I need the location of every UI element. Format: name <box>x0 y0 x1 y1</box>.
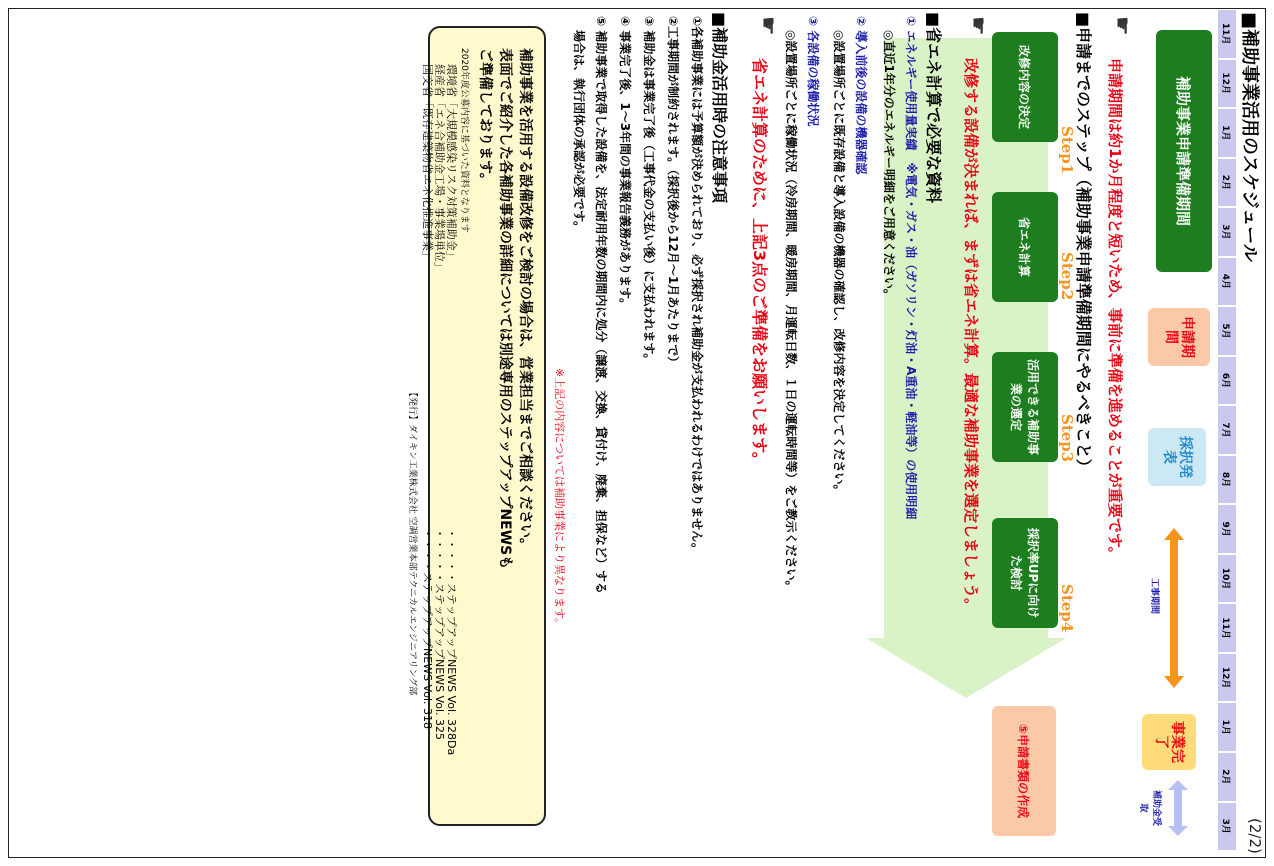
ref-right: ・・・・ステップアップNEWS Vol. 318 <box>421 528 434 729</box>
step4-label: Step4 <box>1058 584 1076 633</box>
step2-label: Step2 <box>1058 252 1076 301</box>
rotated-page <box>8 8 1266 858</box>
material-item-1-head: ① エネルギー使用量実績 ※電気・ガス・油（ガソリン・灯油・A重油・軽油等）の使用明細 <box>904 16 918 520</box>
month-cell: 8月 <box>1218 456 1236 504</box>
month-cell: 11月 <box>1218 604 1236 652</box>
footer: 【発行】ダイキン工業株式会社 空調営業本部テクニカルエンジニアリング部 <box>407 388 417 696</box>
note-item: ③ 補助金は事業完了後（工事代金の支払い後）に支払われます。 <box>642 16 656 366</box>
pointing-hand-icon: ☛ <box>1109 16 1134 36</box>
ref-right: ・・・・・ステップアップNEWS Vol. 325 <box>433 528 446 740</box>
material-item-3-head: ③ 各設備の稼働状況 <box>806 16 820 127</box>
month-cell: 11月 <box>1218 10 1236 58</box>
month-cell: 12月 <box>1218 60 1236 108</box>
month-cell: 7月 <box>1218 406 1236 454</box>
materials-title: ■省エネ計算で必要な資料 <box>924 12 943 204</box>
ref-right: ・・・・・ステップアップNEWS Vol. 328Da <box>445 528 458 756</box>
month-cell: 6月 <box>1218 357 1236 405</box>
note-item: ②工事期間が制約されます。（採択後から12月～1月あたりまで） <box>666 16 680 369</box>
adoption-box: 採択発表 <box>1148 428 1206 486</box>
subsidy-label: 補助金受取 <box>1138 789 1161 826</box>
month-cell: 1月 <box>1218 109 1236 157</box>
step2-box: 省エネ計算 <box>992 192 1058 302</box>
notes-title: ■補助金活用時の注意事項 <box>710 12 729 204</box>
material-item-1-sub: ◎直近1年分のエネルギー明細をご用意ください。 <box>882 30 896 301</box>
steps-note-red2: 改修する設備が決まれば、まずは省エネ計算。最適な補助事業を選定しましょう。 <box>962 58 980 614</box>
month-cell: 3月 <box>1218 803 1236 851</box>
ref-left: 経産省「エネ合補助金工場・事業場単位」 <box>433 64 446 273</box>
month-cell: 12月 <box>1218 654 1236 702</box>
page-label: (2/2) <box>1246 818 1264 854</box>
material-item-3-sub: ◎設置場所ごとに稼働状況（冷房期間、暖房期間、月運転日数、１日の運転時間等）をご教示ください。 <box>784 30 798 593</box>
completion-box: 事業完了 <box>1142 714 1196 770</box>
schedule-title: ■補助事業活用のスケジュール <box>1239 12 1260 262</box>
construction-arrow <box>1164 528 1184 688</box>
prep-period-box: 補助事業申請準備期間 <box>1156 30 1212 272</box>
note-item: ⑤ 補助事業で取得した設備を、法定耐用年数の期間内に処分（譲渡、交換、貸付け、廃棄、担保など）する <box>594 16 608 594</box>
materials-note-red: 省エネ計算のために、上記3点のご準備をお願いします。 <box>750 58 769 468</box>
ref-left: 国交省「既存建築物省エネ化推進事業」 <box>421 64 434 262</box>
step3-box: 活用できる補助事業の選定 <box>992 352 1058 462</box>
subsidy-arrow <box>1168 780 1188 836</box>
application-box: 申請期間 <box>1148 308 1210 366</box>
step1-label: Step1 <box>1058 126 1076 175</box>
month-cell: 2月 <box>1218 159 1236 207</box>
bottom-line2: 表面でご紹介した各補助事業の詳細については別途専用のステップアップNEWSも <box>497 48 513 570</box>
step5-box: ⑤申請書類の作成 <box>992 706 1056 836</box>
month-cell: 3月 <box>1218 208 1236 256</box>
bottom-line1: 補助事業を活用する設備改修をご検討の場合は、営業担当までご相談ください。 <box>517 48 533 552</box>
bottom-line3: ご準備しております。 <box>477 48 493 187</box>
construction-label: 工事期間 <box>1149 578 1159 615</box>
step3-label: Step3 <box>1058 414 1076 463</box>
material-item-2-sub: ◎設置場所ごとに既存設備と導入設備の機器の確認し、改修内容を決定してください。 <box>832 30 846 497</box>
steps-title: ■申請までのステップ（補助事業申請準備期間にやるべきこと） <box>1074 12 1093 475</box>
pointing-hand-icon: ☛ <box>755 16 780 36</box>
month-cell: 9月 <box>1218 505 1236 553</box>
source-note: 2020年度公募内容に基づいた資料となります <box>459 48 469 233</box>
step4-box: 採択率UPに向けた検討 <box>992 518 1058 628</box>
note-item: ①各補助事業には予算額が決められており、必ず採択され補助金が支払われるわけではありません。 <box>690 16 704 555</box>
step1-box: 改修内容の決定 <box>992 32 1058 142</box>
month-cell: 1月 <box>1218 703 1236 751</box>
material-item-2-head: ② 導入前後の設備の機器確認 <box>854 16 868 175</box>
month-bar <box>1218 10 1236 850</box>
month-cell: 4月 <box>1218 258 1236 306</box>
month-cell: 10月 <box>1218 555 1236 603</box>
pointing-hand-icon: ☛ <box>965 16 990 36</box>
note-item: ④ 事業完了後、1～3年間の事業報告義務があります。 <box>618 16 632 311</box>
steps-note-red: 申請期間は約1か月程度と短いため、事前に準備を進めることが重要です。 <box>1106 58 1124 562</box>
ref-left: 環境省「大規模感染リスク対策補助金」 <box>445 64 458 262</box>
note-item: 場合は、執行団体の承認が必要です。 <box>572 30 586 234</box>
month-cell: 5月 <box>1218 307 1236 355</box>
month-cell: 2月 <box>1218 753 1236 801</box>
disclaimer: ※上記の内容については補助事業により異なります。 <box>553 368 566 630</box>
